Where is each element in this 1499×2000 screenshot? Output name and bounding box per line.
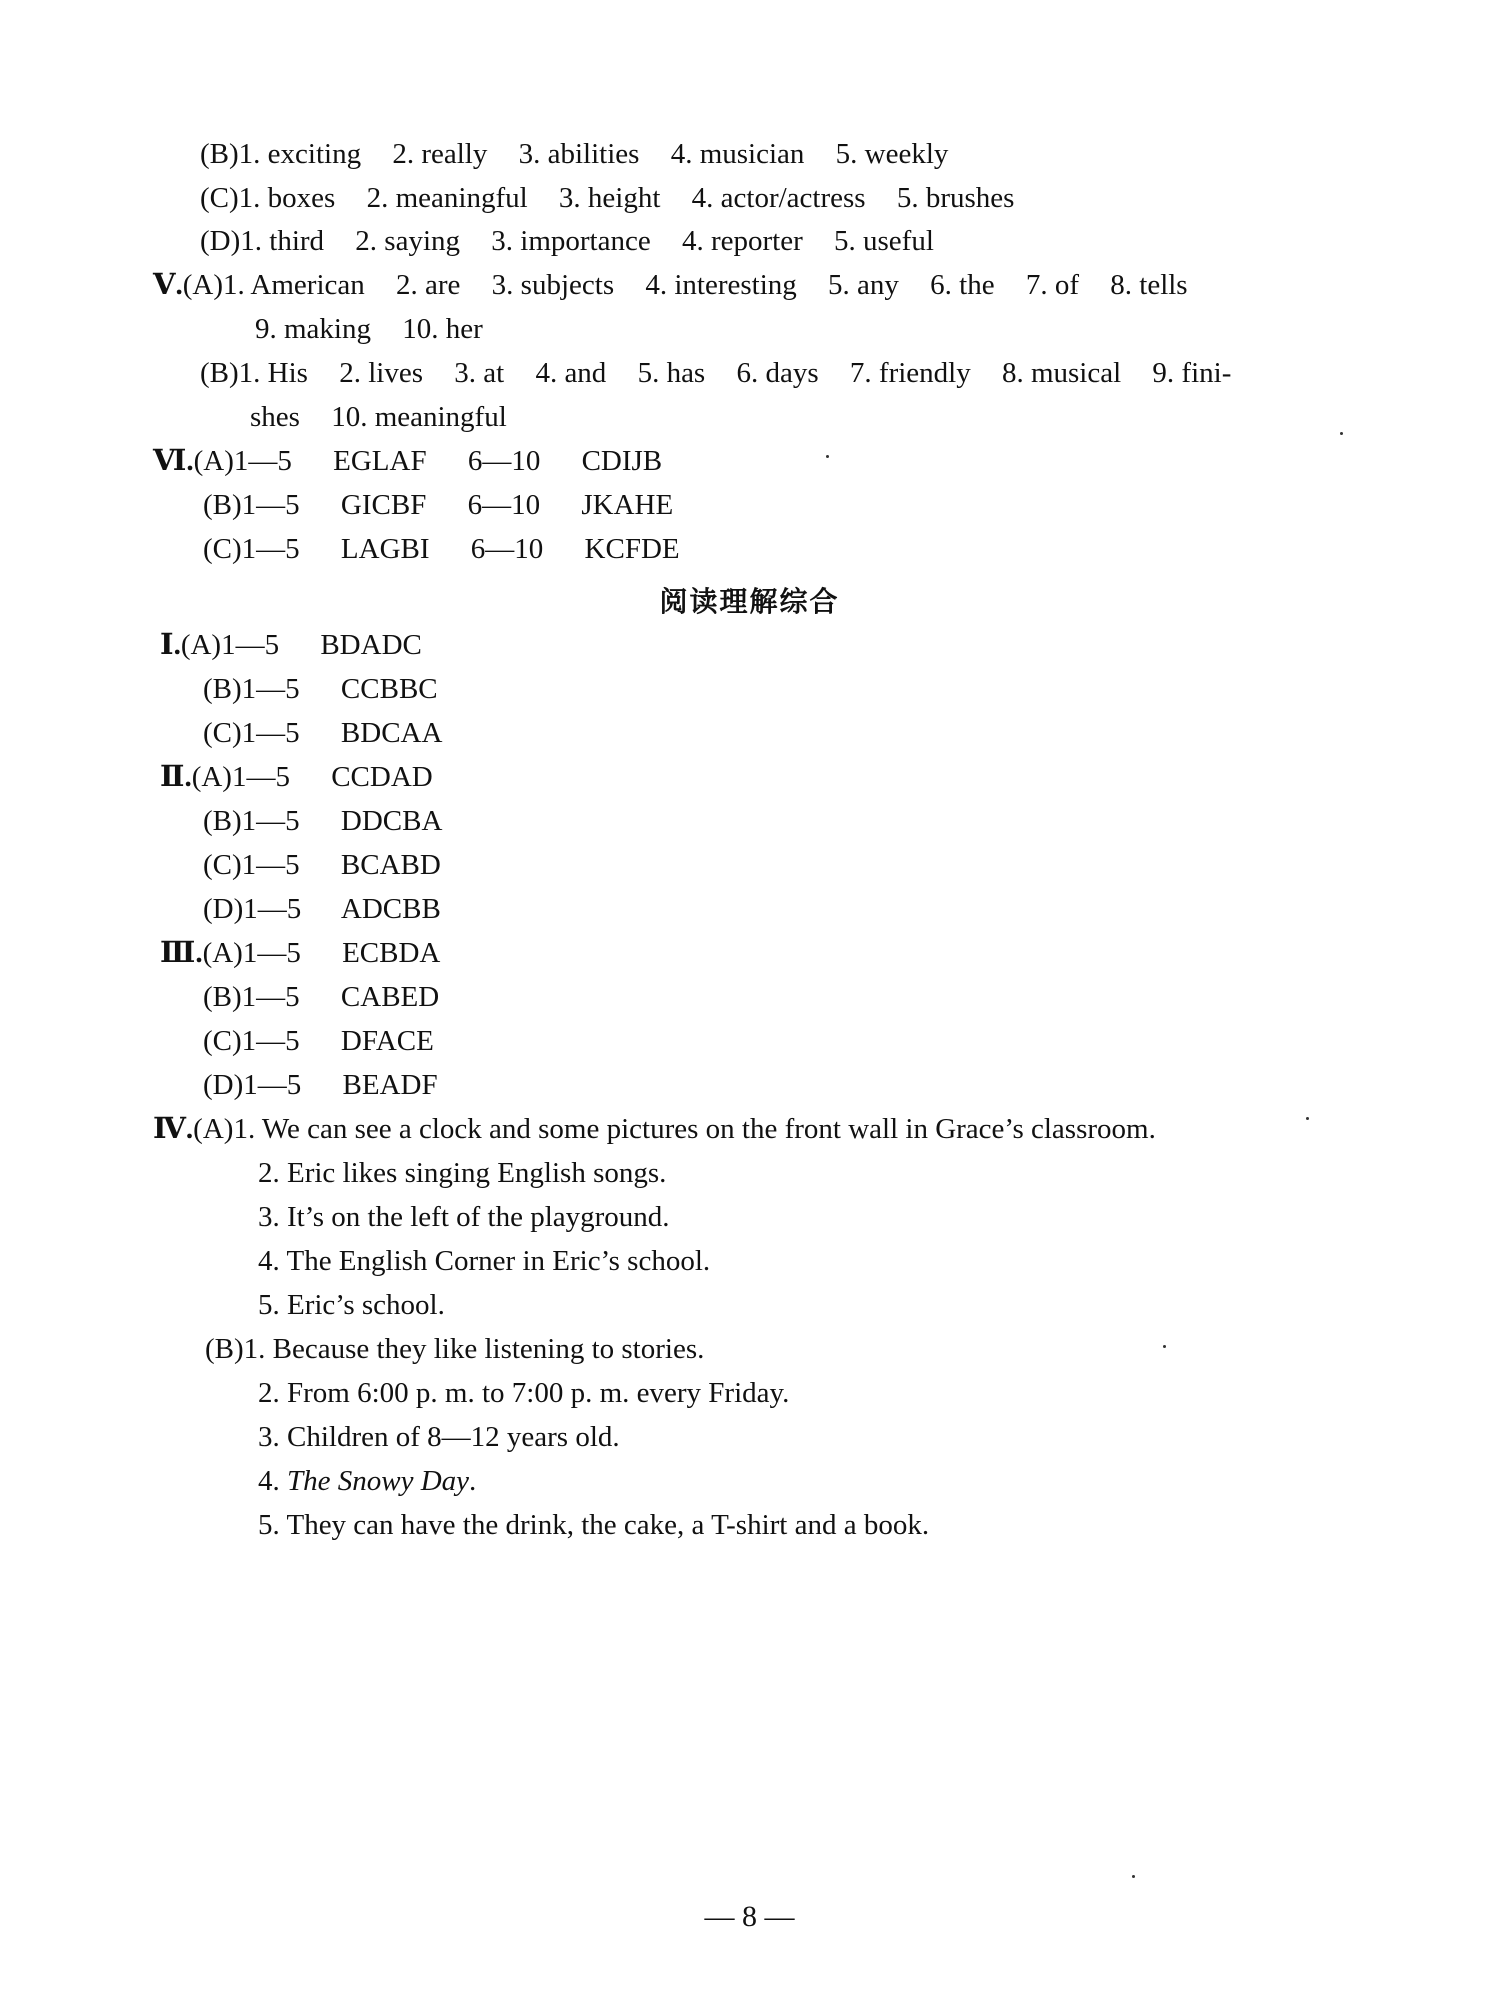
answer: BEADF — [342, 1069, 438, 1101]
answer: KCFDE — [584, 533, 680, 565]
answer-item: 1. exciting — [238, 138, 362, 170]
answer: BDADC — [320, 629, 422, 661]
answer-item: 2. saying — [355, 225, 461, 257]
section-numeral: Ⅵ. — [153, 445, 194, 477]
range: 1—5 — [241, 1025, 300, 1057]
row-label: (B) — [205, 1333, 244, 1365]
scan-speck — [1340, 432, 1343, 435]
answer-item: 6. the — [930, 269, 995, 301]
answer-item: 5. any — [828, 269, 899, 301]
reading-4-a-item: 3. It’s on the left of the playground. — [258, 1201, 670, 1233]
answer-item: 3. subjects — [491, 269, 615, 301]
range: 6—10 — [467, 489, 541, 521]
answer-item: 10. her — [402, 313, 483, 345]
reading-4-b-item: 5. They can have the drink, the cake, a T-shirt and a book. — [258, 1509, 930, 1541]
answer: GICBF — [340, 489, 427, 521]
answer-item: 3. height — [558, 182, 661, 214]
answer-item: 9. fini- — [1152, 357, 1232, 389]
range: 1—5 — [242, 937, 301, 969]
answer-item: 2. really — [392, 138, 488, 170]
part1-d-row — [200, 223, 934, 259]
reading-4-a-item: 5. Eric’s school. — [258, 1289, 445, 1321]
answer-item: 7. of — [1025, 269, 1080, 301]
part6-b-row — [203, 487, 673, 523]
answer: CABED — [340, 981, 440, 1013]
answer-item: 2. lives — [339, 357, 423, 389]
answer-item: 4. actor/actress — [691, 182, 866, 214]
answer-item: 5. useful — [834, 225, 934, 257]
section-numeral: Ⅲ. — [160, 937, 203, 969]
section-numeral: Ⅴ. — [153, 269, 183, 301]
section-numeral: Ⅰ. — [160, 629, 181, 661]
reading-4-b-item: 3. Children of 8—12 years old. — [258, 1421, 620, 1453]
reading-4-a-item: 2. Eric likes singing English songs. — [258, 1157, 667, 1189]
answer-item: 4. interesting — [645, 269, 797, 301]
range: 1—5 — [221, 629, 280, 661]
row-label: (B) — [203, 489, 242, 521]
reading-4-b-item-4 — [258, 1463, 476, 1499]
answer-item: 10. meaningful — [331, 401, 507, 433]
range: 1—5 — [231, 761, 290, 793]
row-label: (A) — [180, 629, 222, 661]
answer-item: shes — [250, 401, 300, 433]
row-label: (B) — [200, 357, 239, 389]
reading-1-a-row — [160, 627, 422, 663]
row-label: (A) — [193, 445, 234, 477]
range: 6—10 — [467, 445, 541, 477]
reading-2-c-row — [203, 847, 441, 883]
row-label: (A) — [182, 269, 224, 301]
answer-item: 8. tells — [1110, 269, 1188, 301]
answer: DDCBA — [340, 805, 443, 837]
section-numeral: Ⅱ. — [160, 761, 192, 793]
row-label: (B) — [203, 673, 242, 705]
row-label: (D) — [203, 1069, 244, 1101]
scan-speck — [1163, 1345, 1166, 1348]
answer-item: 3. importance — [491, 225, 651, 257]
reading-2-a-row — [160, 759, 433, 795]
reading-4-a-row — [153, 1111, 1156, 1147]
answer-item: 2. are — [396, 269, 461, 301]
answer-sentence: 1. We can see a clock and some pictures on the front wall in Grace’s classroom. — [233, 1113, 1156, 1145]
range: 1—5 — [241, 489, 300, 521]
part1-b-row — [200, 136, 948, 172]
reading-4-b-item: 2. From 6:00 p. m. to 7:00 p. m. every Friday. — [258, 1377, 790, 1409]
reading-1-b-row — [203, 671, 438, 707]
range: 1—5 — [243, 893, 302, 925]
reading-3-d-row — [203, 1067, 438, 1103]
reading-2-d-row — [203, 891, 441, 927]
scan-speck — [1306, 1117, 1309, 1120]
answer: BDCAA — [340, 717, 443, 749]
row-label: (A) — [193, 1113, 234, 1145]
answer-item: 4. reporter — [681, 225, 803, 257]
range: 1—5 — [243, 1069, 302, 1101]
part6-a-row — [153, 443, 662, 479]
answer-item: 1. His — [238, 357, 308, 389]
reading-3-b-row — [203, 979, 439, 1015]
answer: BCABD — [340, 849, 441, 881]
answer: ECBDA — [342, 937, 441, 969]
book-title: The Snowy Day — [287, 1465, 470, 1497]
row-label: (C) — [203, 533, 242, 565]
row-label: (C) — [203, 717, 242, 749]
range: 6—10 — [470, 533, 544, 565]
part5-a-row — [153, 267, 1188, 303]
answer-item: 4. musician — [670, 138, 805, 170]
answer-item: 3. at — [454, 357, 505, 389]
section-numeral: Ⅳ. — [153, 1113, 194, 1145]
answer-item: 5. weekly — [835, 138, 949, 170]
range: 1—5 — [241, 673, 300, 705]
answer: CCBBC — [340, 673, 438, 705]
reading-2-b-row — [203, 803, 442, 839]
row-label: (A) — [191, 761, 232, 793]
row-label: (D) — [200, 225, 241, 257]
answer-item: 1. American — [223, 269, 365, 301]
answer-item: 1. third — [240, 225, 325, 257]
answer: EGLAF — [333, 445, 427, 477]
range: 1—5 — [241, 805, 300, 837]
punctuation: . — [469, 1465, 477, 1497]
answer-item: 5. has — [637, 357, 706, 389]
part6-c-row — [203, 531, 680, 567]
answer-item: 1. boxes — [238, 182, 336, 214]
answer-item: 3. abilities — [518, 138, 640, 170]
range: 1—5 — [241, 849, 300, 881]
scan-speck — [1132, 1875, 1135, 1878]
item-number: 4. — [258, 1465, 280, 1497]
reading-4-a-item: 4. The English Corner in Eric’s school. — [258, 1245, 711, 1277]
reading-1-c-row — [203, 715, 442, 751]
row-label: (C) — [203, 1025, 242, 1057]
answer-sentence: 1. Because they like listening to stories. — [243, 1333, 705, 1365]
reading-3-c-row — [203, 1023, 434, 1059]
row-label: (B) — [203, 981, 242, 1013]
range: 1—5 — [241, 533, 300, 565]
range: 1—5 — [233, 445, 292, 477]
answer: CCDAD — [331, 761, 433, 793]
answer-item: 6. days — [736, 357, 819, 389]
part1-c-row — [200, 180, 1014, 216]
row-label: (B) — [203, 805, 242, 837]
reading-4-b-row — [205, 1331, 704, 1367]
page-number: — 8 — — [704, 1900, 795, 1933]
part5-b-row-cont — [250, 399, 507, 435]
answer-item: 4. and — [535, 357, 607, 389]
row-label: (B) — [200, 138, 239, 170]
row-label: (C) — [203, 849, 242, 881]
range: 1—5 — [241, 981, 300, 1013]
reading-3-a-row — [160, 935, 440, 971]
part5-b-row — [200, 355, 1231, 391]
scan-speck — [826, 455, 829, 458]
answer: DFACE — [340, 1025, 434, 1057]
answer-item: 5. brushes — [896, 182, 1015, 214]
answer-item: 9. making — [255, 313, 371, 345]
answer: ADCBB — [340, 893, 441, 925]
answer: JKAHE — [581, 489, 674, 521]
answer-item: 2. meaningful — [366, 182, 528, 214]
part5-a-row-cont — [255, 311, 483, 347]
row-label: (A) — [202, 937, 243, 969]
row-label: (D) — [203, 893, 244, 925]
row-label: (C) — [200, 182, 239, 214]
answer-item: 8. musical — [1001, 357, 1122, 389]
answer: CDIJB — [581, 445, 663, 477]
range: 1—5 — [241, 717, 300, 749]
answer: LAGBI — [340, 533, 430, 565]
answer-item: 7. friendly — [849, 357, 971, 389]
section-title: 阅读理解综合 — [659, 585, 840, 618]
